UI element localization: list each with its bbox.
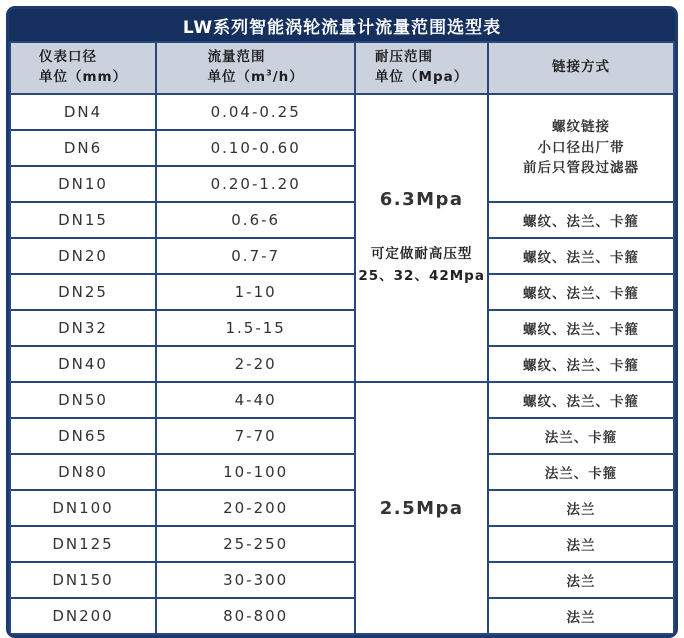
flow-header-line1: 流量范围: [207, 49, 266, 66]
cubic-superscript: 3: [266, 68, 273, 78]
connection-cell: 法兰、卡箍: [488, 418, 674, 454]
flow-cell: 0.04-0.25: [156, 94, 355, 130]
pressure-note-line2: 25、32、42Mpa: [358, 267, 485, 284]
table-row: [10, 346, 674, 382]
column-header-connection: [488, 42, 674, 94]
table-row: [10, 562, 674, 598]
connection-header-line1: 链接方式: [552, 59, 611, 76]
table-row: [10, 490, 674, 526]
dn-cell: DN25: [10, 274, 156, 310]
table-row: [10, 94, 674, 130]
table-row: [10, 202, 674, 238]
flow-cell: 0.20-1.20: [156, 166, 355, 202]
connection-cell: 法兰、卡箍: [488, 454, 674, 490]
dn-cell: DN200: [10, 598, 156, 634]
dn-cell: DN65: [10, 418, 156, 454]
flow-cell: 4-40: [156, 382, 355, 418]
connection-cell: 法兰: [488, 598, 674, 634]
diameter-header-line1: 仪表口径: [38, 49, 97, 66]
table-title-bar: [9, 9, 675, 41]
flow-cell: 7-70: [156, 418, 355, 454]
connection-cell: 法兰: [488, 562, 674, 598]
pressure-header-line1: 耐压范围: [375, 49, 434, 66]
dn-cell: DN50: [10, 382, 156, 418]
dn-cell: DN125: [10, 526, 156, 562]
pressure-value: 2.5Mpa: [379, 497, 464, 519]
connection-cell: 螺纹、法兰、卡箍: [488, 310, 674, 346]
pressure-value: 6.3Mpa: [379, 188, 464, 210]
connection-cell: 螺纹、法兰、卡箍: [488, 382, 674, 418]
connection-merged-line2: 小口径出厂带: [537, 139, 625, 156]
dn-cell: DN20: [10, 238, 156, 274]
dn-cell: DN40: [10, 346, 156, 382]
page-title: LW系列智能涡轮流量计流量范围选型表: [182, 17, 502, 38]
connection-merged-line1: 螺纹链接: [552, 118, 611, 135]
dn-cell: DN10: [10, 166, 156, 202]
connection-cell: 螺纹、法兰、卡箍: [488, 202, 674, 238]
table-row: [10, 382, 674, 418]
diameter-header-line2: 单位（mm）: [38, 69, 128, 85]
connection-cell: 螺纹、法兰、卡箍: [488, 346, 674, 382]
column-header-diameter: [10, 42, 156, 94]
pressure-custom-note: [356, 244, 487, 287]
pressure-cell-6-3mpa: [355, 94, 488, 382]
connection-cell-merged-small-bore: [488, 94, 674, 202]
flow-cell: 1-10: [156, 274, 355, 310]
pressure-header-line2: 单位（Mpa）: [375, 69, 469, 85]
flow-header-line2: 单位$(m^3/h)$: [207, 68, 304, 86]
connection-cell: 法兰: [488, 526, 674, 562]
dn-cell: DN32: [10, 310, 156, 346]
dn-cell: DN6: [10, 130, 156, 166]
table-row: [10, 274, 674, 310]
pressure-note-line1: 可定做耐高压型: [370, 245, 473, 262]
column-header-pressure: [355, 42, 488, 94]
flow-cell: 25-250: [156, 526, 355, 562]
dn-cell: DN100: [10, 490, 156, 526]
flow-range-selection-table: [9, 41, 675, 635]
flow-cell: 0.7-7: [156, 238, 355, 274]
flow-cell: 0.10-0.60: [156, 130, 355, 166]
connection-cell: 法兰: [488, 490, 674, 526]
table-row: [10, 454, 674, 490]
header-row: [10, 42, 674, 94]
connection-merged-line3: 前后只管段过滤器: [523, 160, 640, 177]
selection-table-panel: [6, 6, 678, 638]
pressure-cell-2-5mpa: [355, 382, 488, 634]
table-row: [10, 418, 674, 454]
table-row: [10, 526, 674, 562]
flow-cell: 20-200: [156, 490, 355, 526]
column-header-flow: [156, 42, 355, 94]
flow-cell: 1.5-15: [156, 310, 355, 346]
table-row: [10, 238, 674, 274]
dn-cell: DN15: [10, 202, 156, 238]
flow-cell: 10-100: [156, 454, 355, 490]
table-row: [10, 598, 674, 634]
flow-cell: 80-800: [156, 598, 355, 634]
connection-cell: 螺纹、法兰、卡箍: [488, 238, 674, 274]
dn-cell: DN4: [10, 94, 156, 130]
dn-cell: DN150: [10, 562, 156, 598]
connection-cell: 螺纹、法兰、卡箍: [488, 274, 674, 310]
dn-cell: DN80: [10, 454, 156, 490]
flow-cell: 0.6-6: [156, 202, 355, 238]
flow-cell: 2-20: [156, 346, 355, 382]
table-row: [10, 310, 674, 346]
flow-cell: 30-300: [156, 562, 355, 598]
